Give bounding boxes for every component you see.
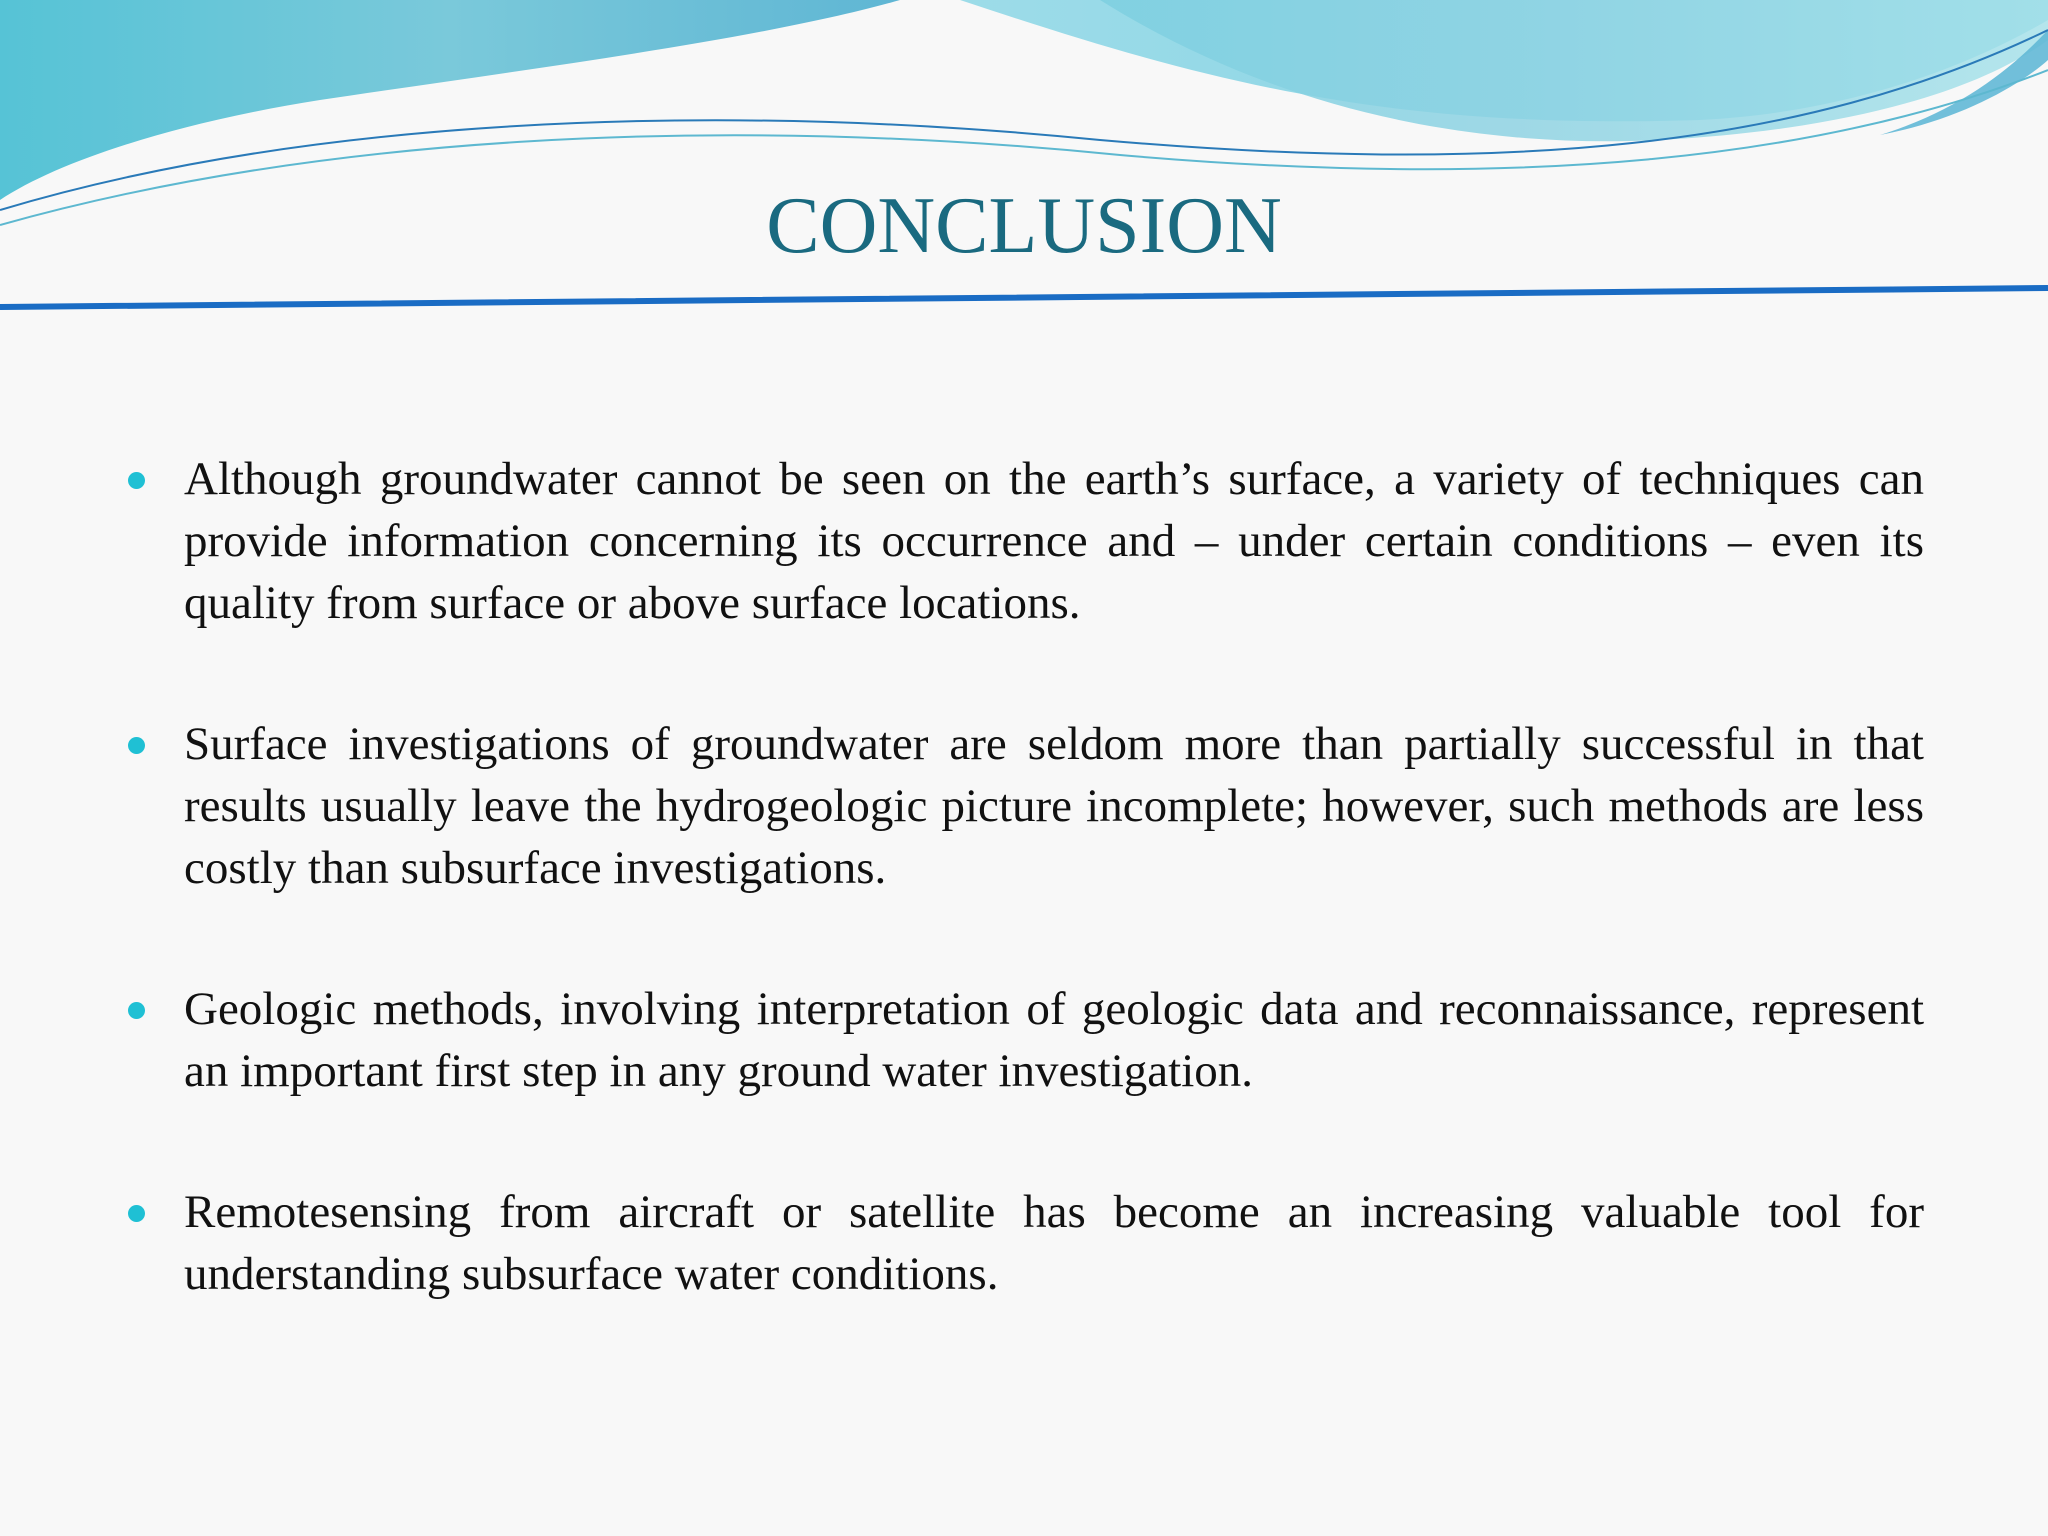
bullet-dot-icon	[128, 472, 145, 489]
bullet-dot-icon	[128, 1002, 145, 1019]
bullet-item	[184, 978, 1924, 1102]
title-divider-line	[0, 288, 2048, 307]
bullet-text: Remotesensing from aircraft or satellite has become an increasing valuable tool for understanding subsurface water conditions.	[184, 1186, 1924, 1300]
bullet-dot-icon	[128, 737, 145, 754]
bullet-text: Although groundwater cannot be seen on the earth’s surface, a variety of techniques can provide information concerning its occurrence and – under certain conditions – even its quality from surface or above surface locations.	[184, 453, 1924, 629]
bullet-item	[184, 713, 1924, 899]
bullet-dot-icon	[128, 1205, 145, 1222]
bullet-item	[184, 448, 1924, 634]
slide-title: CONCLUSION	[766, 182, 1282, 270]
wave-shape-right	[1100, 0, 2048, 141]
bullet-text: Geologic methods, involving interpretation of geologic data and reconnaissance, represent an important first step in any ground water investigation.	[184, 983, 1924, 1097]
bullet-text: Surface investigations of groundwater are seldom more than partially successful in that results usually leave the hydrogeologic picture incomplete; however, such methods are less costly than subsurface investigations.	[184, 718, 1924, 894]
bullet-item	[184, 1181, 1924, 1305]
wave-shape-main	[0, 0, 900, 200]
bullet-list	[184, 448, 1924, 1305]
